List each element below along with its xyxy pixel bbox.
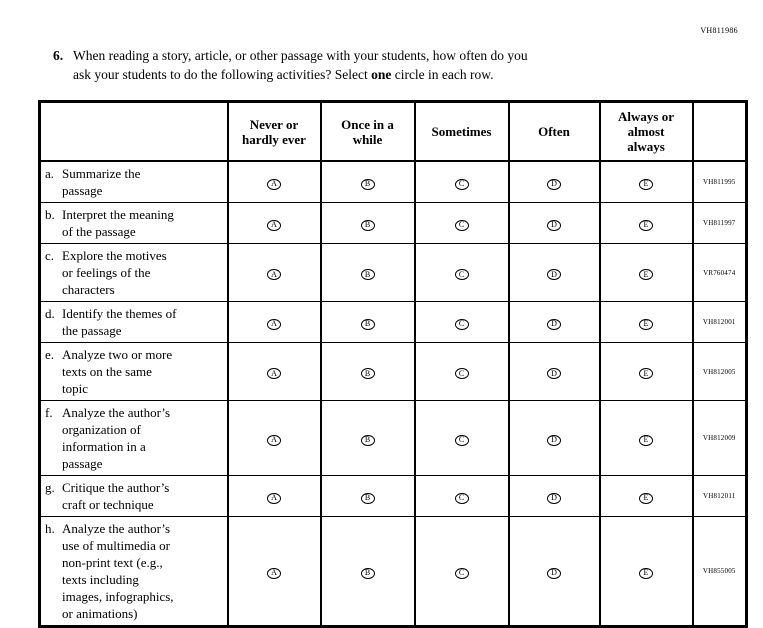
row-code: VH812001 bbox=[693, 302, 747, 343]
option-cell-A bbox=[228, 343, 321, 401]
option-bubble-E[interactable]: E bbox=[639, 568, 653, 579]
row-label-cell bbox=[40, 343, 228, 401]
table-row-b bbox=[40, 203, 747, 244]
row-code: VH855005 bbox=[693, 517, 747, 627]
option-cell-E bbox=[600, 517, 693, 627]
option-cell-C bbox=[415, 161, 509, 203]
option-bubble-D[interactable]: D bbox=[547, 493, 561, 504]
option-bubble-D[interactable]: D bbox=[547, 220, 561, 231]
option-cell-B bbox=[321, 244, 415, 302]
row-code: VR760474 bbox=[693, 244, 747, 302]
question-line2-text: ask your students to do the following activities? Select bbox=[73, 67, 372, 82]
row-label-text: Explore the motives or feelings of the characters bbox=[62, 248, 167, 297]
option-cell-B bbox=[321, 517, 415, 627]
column-header-4: Often bbox=[509, 102, 600, 162]
option-cell-D bbox=[509, 476, 600, 517]
row-label-cell bbox=[40, 476, 228, 517]
row-letter: c. bbox=[45, 248, 55, 263]
row-label-text: Critique the author’s craft or technique bbox=[62, 480, 170, 512]
column-header-5: Always or almost always bbox=[600, 102, 693, 162]
option-cell-A bbox=[228, 203, 321, 244]
option-cell-C bbox=[415, 343, 509, 401]
option-bubble-B[interactable]: B bbox=[361, 368, 375, 379]
option-cell-A bbox=[228, 161, 321, 203]
question-block bbox=[53, 46, 693, 84]
option-cell-D bbox=[509, 343, 600, 401]
option-bubble-D[interactable]: D bbox=[547, 568, 561, 579]
option-cell-D bbox=[509, 401, 600, 476]
option-bubble-E[interactable]: E bbox=[639, 368, 653, 379]
row-label-text: Analyze the author’s use of multimedia or non-print text (e.g., texts including images, infographics, or animations) bbox=[62, 521, 174, 621]
row-label bbox=[45, 206, 225, 240]
option-bubble-A[interactable]: A bbox=[267, 568, 281, 579]
option-cell-D bbox=[509, 517, 600, 627]
row-letter: g. bbox=[45, 480, 55, 495]
option-bubble-E[interactable]: E bbox=[639, 220, 653, 231]
option-cell-E bbox=[600, 343, 693, 401]
option-cell-A bbox=[228, 302, 321, 343]
option-bubble-A[interactable]: A bbox=[267, 368, 281, 379]
option-bubble-E[interactable]: E bbox=[639, 493, 653, 504]
option-cell-B bbox=[321, 203, 415, 244]
row-label-text: Analyze two or more texts on the same topic bbox=[62, 347, 173, 396]
option-bubble-E[interactable]: E bbox=[639, 269, 653, 280]
option-cell-E bbox=[600, 401, 693, 476]
code-column-header bbox=[693, 102, 747, 162]
option-cell-C bbox=[415, 203, 509, 244]
option-bubble-E[interactable]: E bbox=[639, 179, 653, 190]
row-label bbox=[45, 520, 225, 622]
question-number: 6. bbox=[53, 48, 64, 63]
option-bubble-D[interactable]: D bbox=[547, 269, 561, 280]
row-letter: b. bbox=[45, 207, 55, 222]
row-label-cell bbox=[40, 401, 228, 476]
question-line2-tail: circle in each row. bbox=[391, 67, 494, 82]
option-cell-E bbox=[600, 476, 693, 517]
option-bubble-B[interactable]: B bbox=[361, 220, 375, 231]
row-label-text: Identify the themes of the passage bbox=[62, 306, 177, 338]
option-cell-A bbox=[228, 476, 321, 517]
frequency-survey-table bbox=[38, 100, 748, 628]
option-bubble-E[interactable]: E bbox=[639, 435, 653, 446]
option-bubble-A[interactable]: A bbox=[267, 319, 281, 330]
table-body bbox=[40, 161, 747, 627]
row-code: VH811995 bbox=[693, 161, 747, 203]
option-bubble-B[interactable]: B bbox=[361, 179, 375, 190]
option-cell-D bbox=[509, 161, 600, 203]
row-label bbox=[45, 305, 225, 339]
option-cell-B bbox=[321, 302, 415, 343]
option-bubble-C[interactable]: C bbox=[455, 435, 469, 446]
option-bubble-C[interactable]: C bbox=[455, 368, 469, 379]
option-cell-C bbox=[415, 302, 509, 343]
row-label bbox=[45, 346, 225, 397]
option-bubble-C[interactable]: C bbox=[455, 319, 469, 330]
row-code: VH812009 bbox=[693, 401, 747, 476]
option-cell-B bbox=[321, 343, 415, 401]
option-bubble-E[interactable]: E bbox=[639, 319, 653, 330]
option-cell-D bbox=[509, 244, 600, 302]
option-cell-C bbox=[415, 401, 509, 476]
option-bubble-D[interactable]: D bbox=[547, 368, 561, 379]
table-row-e bbox=[40, 343, 747, 401]
row-label-cell bbox=[40, 302, 228, 343]
table-row-g bbox=[40, 476, 747, 517]
table-row-d bbox=[40, 302, 747, 343]
question-line2-bold-word: one bbox=[371, 67, 392, 82]
question-line-2 bbox=[73, 65, 693, 84]
row-label bbox=[45, 165, 225, 199]
question-line-1: When reading a story, article, or other passage with your students, how often do you bbox=[73, 48, 528, 63]
option-bubble-C[interactable]: C bbox=[455, 220, 469, 231]
row-letter: d. bbox=[45, 306, 55, 321]
row-label-text: Interpret the meaning of the passage bbox=[62, 207, 174, 239]
option-cell-E bbox=[600, 203, 693, 244]
option-bubble-C[interactable]: C bbox=[455, 269, 469, 280]
option-bubble-B[interactable]: B bbox=[361, 435, 375, 446]
option-cell-B bbox=[321, 401, 415, 476]
option-bubble-B[interactable]: B bbox=[361, 568, 375, 579]
column-header-1: Never or hardly ever bbox=[228, 102, 321, 162]
option-cell-A bbox=[228, 244, 321, 302]
option-bubble-C[interactable]: C bbox=[455, 493, 469, 504]
row-code: VH812011 bbox=[693, 476, 747, 517]
form-code: VH811986 bbox=[700, 26, 738, 35]
option-bubble-B[interactable]: B bbox=[361, 493, 375, 504]
option-cell-D bbox=[509, 203, 600, 244]
option-bubble-C[interactable]: C bbox=[455, 179, 469, 190]
row-code: VH812005 bbox=[693, 343, 747, 401]
row-label-cell bbox=[40, 244, 228, 302]
option-cell-C bbox=[415, 517, 509, 627]
column-header-2: Once in a while bbox=[321, 102, 415, 162]
option-bubble-B[interactable]: B bbox=[361, 269, 375, 280]
row-label bbox=[45, 404, 225, 472]
row-label-text: Analyze the author’s organization of information in a passage bbox=[62, 405, 171, 471]
option-bubble-B[interactable]: B bbox=[361, 319, 375, 330]
option-bubble-A[interactable]: A bbox=[267, 493, 281, 504]
option-cell-E bbox=[600, 244, 693, 302]
option-cell-C bbox=[415, 244, 509, 302]
table-row-f bbox=[40, 401, 747, 476]
option-bubble-D[interactable]: D bbox=[547, 319, 561, 330]
table-row-a bbox=[40, 161, 747, 203]
option-bubble-A[interactable]: A bbox=[267, 220, 281, 231]
option-cell-D bbox=[509, 302, 600, 343]
option-bubble-C[interactable]: C bbox=[455, 568, 469, 579]
option-bubble-A[interactable]: A bbox=[267, 435, 281, 446]
option-bubble-D[interactable]: D bbox=[547, 435, 561, 446]
row-letter: e. bbox=[45, 347, 55, 362]
row-letter: a. bbox=[45, 166, 55, 181]
option-bubble-D[interactable]: D bbox=[547, 179, 561, 190]
row-label-cell bbox=[40, 517, 228, 627]
row-label-text: Summarize the passage bbox=[62, 166, 141, 198]
option-cell-E bbox=[600, 161, 693, 203]
table-corner-cell bbox=[40, 102, 228, 162]
row-code: VH811997 bbox=[693, 203, 747, 244]
row-label bbox=[45, 247, 225, 298]
row-letter: f. bbox=[45, 405, 53, 420]
row-label bbox=[45, 479, 225, 513]
option-cell-A bbox=[228, 401, 321, 476]
option-bubble-A[interactable]: A bbox=[267, 179, 281, 190]
option-cell-E bbox=[600, 302, 693, 343]
table-row-c bbox=[40, 244, 747, 302]
option-cell-B bbox=[321, 476, 415, 517]
row-label-cell bbox=[40, 203, 228, 244]
column-header-3: Sometimes bbox=[415, 102, 509, 162]
option-cell-C bbox=[415, 476, 509, 517]
option-cell-B bbox=[321, 161, 415, 203]
option-cell-A bbox=[228, 517, 321, 627]
row-label-cell bbox=[40, 161, 228, 203]
option-bubble-A[interactable]: A bbox=[267, 269, 281, 280]
table-row-h bbox=[40, 517, 747, 627]
row-letter: h. bbox=[45, 521, 55, 536]
table-header-row bbox=[40, 102, 747, 162]
